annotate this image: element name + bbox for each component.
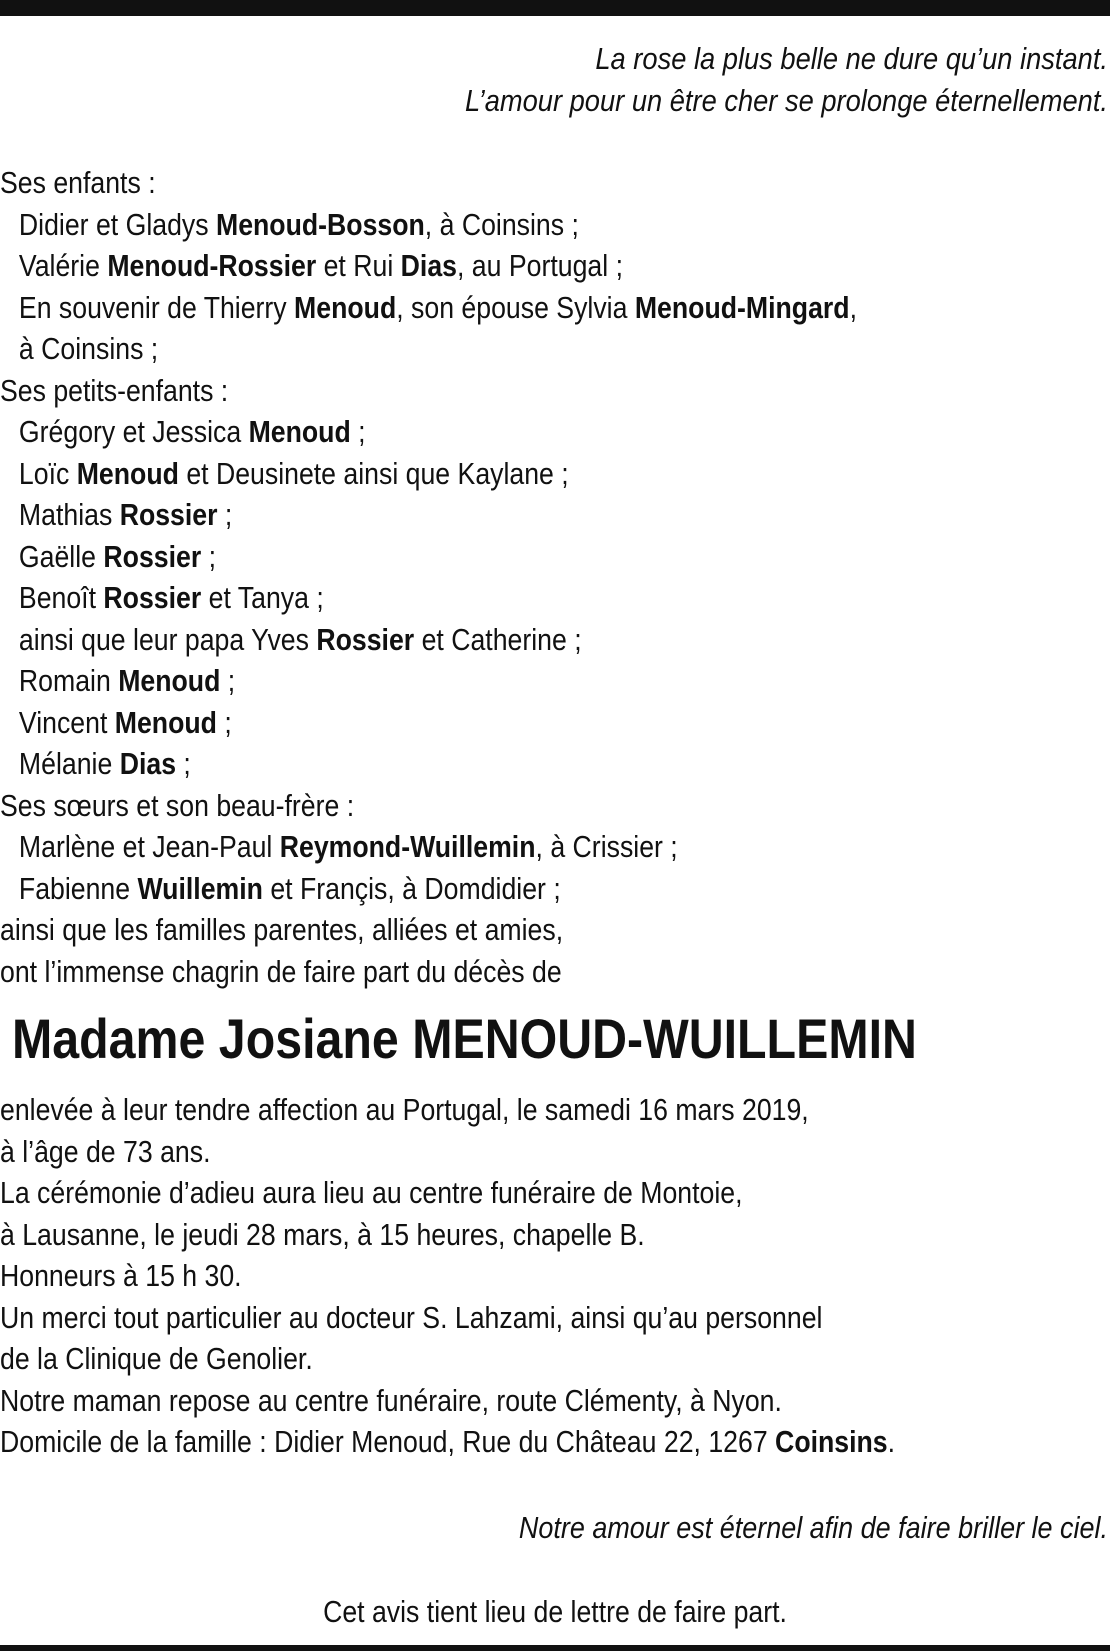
children-heading: Ses enfants : (0, 165, 156, 200)
line-text: . (887, 1424, 896, 1459)
family-line (0, 411, 972, 453)
details-block (0, 1089, 1101, 1463)
line-text: Marlène et Jean-Paul (18, 829, 280, 864)
line-text: et Deusinete ainsi que Kaylane ; (178, 455, 569, 491)
family-surname: Wuillemin (137, 870, 263, 906)
family-surname: Rossier (119, 497, 218, 532)
epigraph-line-1: La rose la plus belle ne dure qu’un instant. (595, 41, 1108, 76)
line-text: ; (176, 746, 191, 781)
line-text: Didier et Gladys (18, 206, 216, 242)
line-text: ; (220, 663, 236, 698)
family-surname: Rossier (103, 538, 202, 574)
family-line (0, 494, 972, 536)
line-text: Fabienne (18, 870, 138, 906)
family-line (0, 743, 972, 785)
closing-quote: Notre amour est éternel afin de faire briller le ciel. (518, 1510, 1108, 1545)
family-surname: Rossier (103, 580, 202, 615)
epigraph-line-2: L’amour pour un être cher se prolonge éternellement. (465, 83, 1108, 118)
family-line (0, 868, 972, 910)
family-surname: Reymond-Wuillemin (279, 829, 536, 864)
address-town: Coinsins (775, 1424, 888, 1459)
detail-line: enlevée à leur tendre affection au Portugal, le samedi 16 mars 2019, (0, 1092, 809, 1127)
bottom-rule (0, 1645, 1110, 1651)
line-text: et Tanya ; (201, 580, 324, 615)
family-surname: Menoud (114, 704, 217, 740)
line-text: Loïc (18, 455, 77, 491)
grandchildren-heading: Ses petits-enfants : (0, 372, 229, 408)
notice-text: Cet avis tient lieu de lettre de faire part. (323, 1594, 787, 1629)
line-text: Benoît (18, 580, 104, 615)
detail-line: Un merci tout particulier au docteur S. Lahzami, ainsi qu’au personnel (0, 1299, 823, 1335)
deceased-name: Madame Josiane MENOUD-WUILLEMIN (12, 1007, 917, 1070)
line-text: , à Crissier ; (535, 829, 678, 864)
family-surname: Menoud (118, 663, 221, 698)
family-list (0, 162, 972, 992)
family-surname: Menoud (248, 414, 351, 449)
line-text: , au Portugal ; (456, 248, 623, 283)
family-line (0, 577, 972, 619)
detail-line: La cérémonie d’adieu aura lieu au centre funéraire de Montoie, (0, 1175, 743, 1210)
announcement-line: ont l’immense chagrin de faire part du décès de (0, 953, 562, 989)
line-text: , (849, 289, 857, 325)
family-address-line (0, 1421, 1101, 1463)
family-line (0, 287, 972, 329)
line-text: , son épouse Sylvia (396, 289, 635, 325)
line-text: Domicile de la famille : Didier Menoud, Rue du Château 22, 1267 (0, 1424, 776, 1459)
line-text: ; (201, 538, 217, 574)
extended-family-line: ainsi que les familles parentes, alliées et amies, (0, 912, 564, 947)
line-text: Vincent (18, 704, 115, 740)
line-text: Grégory et Jessica (18, 414, 249, 449)
family-line (0, 204, 972, 246)
line-text: et Catherine ; (414, 621, 582, 657)
detail-line: à Lausanne, le jeudi 28 mars, à 15 heures, chapelle B. (0, 1216, 645, 1252)
family-surname: Menoud-Bosson (215, 206, 425, 242)
line-text: Mathias (18, 497, 120, 532)
line-text: Gaëlle (18, 538, 104, 574)
line-text: ; (350, 414, 366, 449)
line-text: En souvenir de Thierry (18, 289, 295, 325)
family-surname: Menoud-Mingard (634, 289, 850, 325)
family-surname: Dias (400, 248, 457, 283)
family-surname: Rossier (316, 621, 415, 657)
detail-line: de la Clinique de Genolier. (0, 1341, 313, 1376)
epigraph-quote (175, 38, 1108, 122)
line-text: et Françis, à Domdidier ; (262, 870, 561, 906)
line-text: et Rui (316, 248, 401, 283)
line-text: Mélanie (18, 746, 120, 781)
siblings-heading: Ses sœurs et son beau-frère : (0, 787, 355, 823)
line-text: , à Coinsins ; (424, 206, 579, 242)
family-line (0, 660, 972, 702)
family-line (0, 453, 972, 495)
family-surname: Dias (119, 746, 177, 781)
line-text: à Coinsins ; (18, 331, 159, 366)
line-text: Romain (18, 663, 119, 698)
family-surname: Menoud (76, 455, 179, 491)
family-surname: Menoud (294, 289, 397, 325)
family-line (0, 619, 972, 661)
line-text: ; (216, 704, 232, 740)
line-text: ; (217, 497, 233, 532)
family-line (0, 536, 972, 578)
detail-line: Honneurs à 15 h 30. (0, 1258, 242, 1293)
detail-line: à l’âge de 73 ans. (0, 1133, 211, 1169)
top-rule (0, 0, 1110, 16)
line-text: ainsi que leur papa Yves (18, 621, 317, 657)
line-text: Valérie (18, 248, 108, 283)
family-line (0, 245, 972, 287)
family-surname: Menoud-Rossier (107, 248, 317, 283)
family-line (0, 328, 972, 370)
family-line (0, 702, 972, 744)
family-line (0, 826, 972, 868)
detail-line: Notre maman repose au centre funéraire, route Clémenty, à Nyon. (0, 1382, 782, 1418)
